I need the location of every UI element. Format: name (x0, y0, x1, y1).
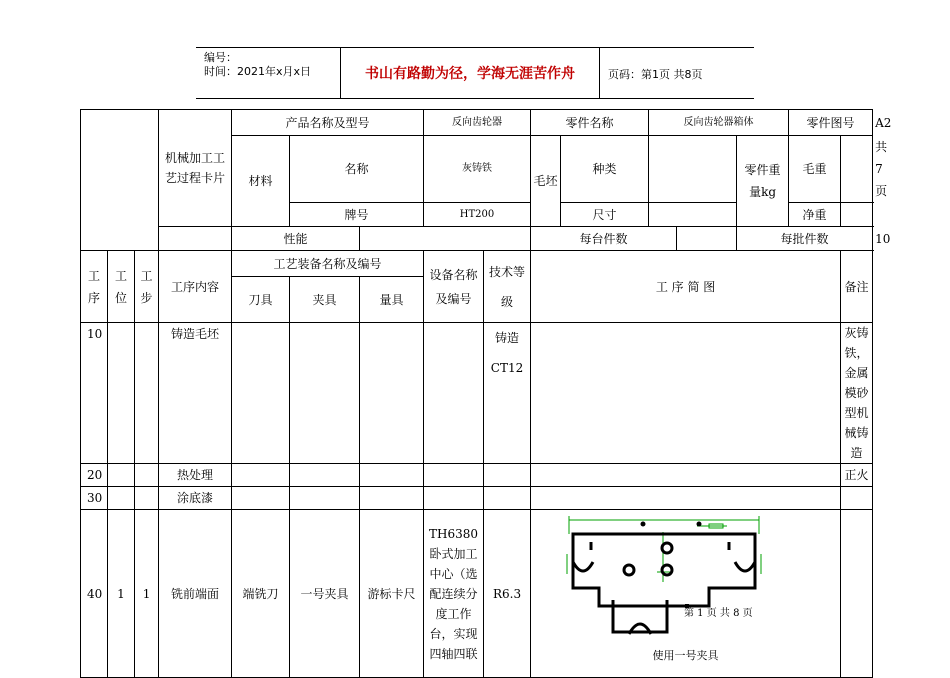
net-label: 净重 (789, 203, 841, 227)
col-fixture: 夹具 (290, 277, 360, 323)
slogan: 书山有路勤为径，学海无涯苦作舟 (340, 48, 600, 98)
col-step: 工步 (135, 251, 159, 323)
row-no: 10 (81, 323, 108, 464)
table-row (81, 487, 873, 510)
row-fixture: 一号夹具 (290, 510, 360, 678)
fixture-drawing (559, 514, 774, 644)
process-card-table: 机械加工工艺过程卡片 产品名称及型号 反向齿轮器 零件名称 反向齿轮器箱体 零件图号 A2 材料 名称 灰铸铁 毛坯 种类 零件重量kg 毛重 共7页 牌号 HT200 尺寸 净重 性能 每台件数 每批件数 10 工序 工位 工步 工序内容 工艺装备名称及编号 设备名称及编号 技术等级 工 序 简 图 备注 刀具 夹具 量具 10 铸造毛坯 铸造CT12 灰铸铁，金属模砂型机械铸造 20 热处理 正火 30 涂底漆 40 1 1 铣前端面 端铣刀 一号夹具 游标卡尺 TH6380卧式加工中心（选配连续分度工作台，实现四轴四联 R6.3 使用一号夹具 (80, 109, 873, 678)
product-label: 产品名称及型号 (232, 110, 424, 136)
row-grade (484, 464, 531, 487)
row-sketch (531, 510, 841, 678)
process-sketch (531, 510, 840, 675)
col-tech-grade: 技术等级 (484, 251, 531, 323)
page-info: 页码：第1页 共8页 (608, 68, 703, 81)
size-label: 尺寸 (561, 203, 649, 227)
table-row (81, 510, 873, 678)
blank-label: 毛坯 (531, 136, 561, 227)
row-machine: TH6380卧式加工中心（选配连续分度工作台，实现四轴四联 (424, 510, 484, 678)
type-label: 种类 (561, 136, 649, 203)
col-station: 工位 (108, 251, 135, 323)
row-cutter (232, 464, 290, 487)
product-value: 反向齿轮器 (424, 110, 531, 136)
name-value: 灰铸铁 (424, 136, 531, 203)
gross-value (841, 136, 873, 203)
name-label: 名称 (290, 136, 424, 203)
row-fixture (290, 464, 360, 487)
row-gauge: 游标卡尺 (360, 510, 424, 678)
row-cutter: 端铣刀 (232, 510, 290, 678)
size-value (649, 203, 737, 227)
sketch-caption: 使用一号夹具 (652, 649, 719, 662)
per-batch-label: 每批件数 (737, 227, 873, 251)
row-fixture (290, 323, 360, 464)
weight-label: 零件重量kg (737, 136, 789, 227)
col-equip-group: 工艺装备名称及编号 (232, 251, 424, 277)
col-cutter: 刀具 (232, 277, 290, 323)
page-footer: 第 1 页 共 8 页 (684, 608, 753, 619)
part-no-label: 零件图号 (789, 110, 873, 136)
row-machine (424, 464, 484, 487)
row-no: 20 (81, 464, 108, 487)
row-gauge (360, 323, 424, 464)
card-title: 机械加工工艺过程卡片 (159, 110, 232, 227)
blank-corner (81, 110, 159, 251)
row-gauge (360, 464, 424, 487)
row-grade (484, 487, 531, 510)
net-value (841, 203, 873, 227)
row-remark (841, 487, 873, 510)
row-fixture (290, 487, 360, 510)
col-proc-no: 工序 (81, 251, 108, 323)
header-left (204, 51, 311, 79)
col-gauge: 量具 (360, 277, 424, 323)
part-name-label: 零件名称 (531, 110, 649, 136)
code-label: 编号： (204, 51, 237, 64)
row-content: 铣前端面 (159, 510, 232, 678)
row-machine (424, 323, 484, 464)
grade-label: 牌号 (290, 203, 424, 227)
row-station (108, 464, 135, 487)
row-gauge (360, 487, 424, 510)
row-content: 铸造毛坯 (159, 323, 232, 464)
row-content: 涂底漆 (159, 487, 232, 510)
row-remark: 正火 (841, 464, 873, 487)
row-sketch (531, 487, 841, 510)
row-content: 热处理 (159, 464, 232, 487)
row-step: 1 (135, 510, 159, 678)
col-machine: 设备名称及编号 (424, 251, 484, 323)
row-station (108, 487, 135, 510)
row-no: 40 (81, 510, 108, 678)
table-row (81, 464, 873, 487)
table-row (81, 323, 873, 464)
row-remark (841, 510, 873, 678)
row-grade: R6.3 (484, 510, 531, 678)
per-unit-label: 每台件数 (531, 227, 677, 251)
type-value (649, 136, 737, 203)
row-step (135, 464, 159, 487)
row-grade: 铸造CT12 (484, 323, 531, 464)
row-step (135, 323, 159, 464)
row-remark: 灰铸铁，金属模砂型机械铸造 (841, 323, 873, 464)
row-cutter (232, 323, 290, 464)
material-label: 材料 (232, 136, 290, 227)
row-sketch (531, 323, 841, 464)
perf-blank (159, 227, 232, 251)
grade-value: HT200 (424, 203, 531, 227)
perf-value (360, 227, 531, 251)
row-machine (424, 487, 484, 510)
col-proc-content: 工序内容 (159, 251, 232, 323)
row-sketch (531, 464, 841, 487)
per-unit-value (677, 227, 737, 251)
perf-label: 性能 (232, 227, 360, 251)
col-remark: 备注 (841, 251, 873, 323)
row-cutter (232, 487, 290, 510)
row-station: 1 (108, 510, 135, 678)
time-label: 时间：2021年x月x日 (204, 65, 312, 78)
row-no: 30 (81, 487, 108, 510)
part-name-value: 反向齿轮器箱体 (649, 110, 789, 136)
row-step (135, 487, 159, 510)
page-header (196, 47, 754, 99)
row-station (108, 323, 135, 464)
gross-label: 毛重 (789, 136, 841, 203)
col-sketch: 工 序 简 图 (531, 251, 841, 323)
